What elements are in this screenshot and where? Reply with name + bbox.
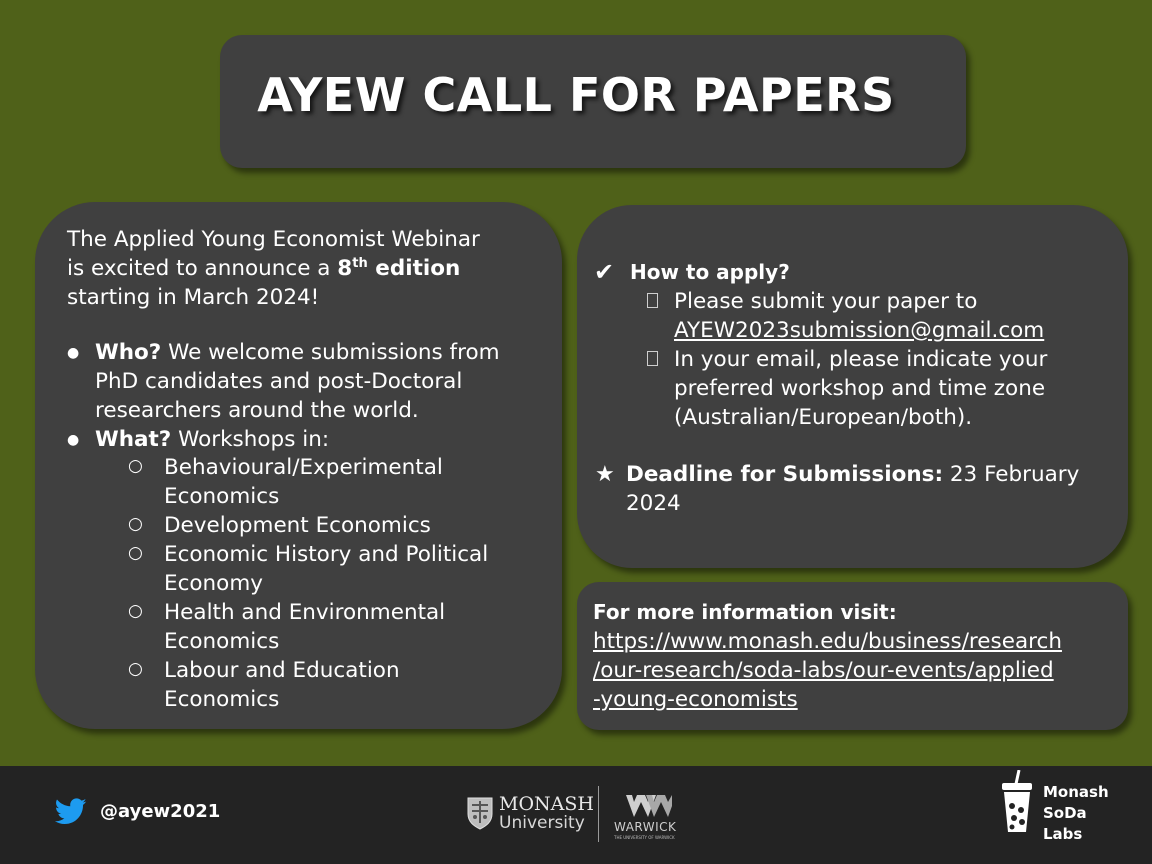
- warwick-wordmark: WARWICK: [614, 820, 677, 834]
- page-title: AYEW CALL FOR PAPERS: [257, 68, 895, 122]
- workshop-item: Health and Environmental Economics: [164, 600, 446, 654]
- deadline-text: Deadline for Submissions: 23 February 2024: [626, 462, 1080, 516]
- monash-subtitle: University: [499, 813, 585, 833]
- email-link[interactable]: AYEW2023submission@gmail.com: [674, 318, 1045, 343]
- more-info-text: [593, 598, 1062, 714]
- twitter-handle[interactable]: @ayew2021: [100, 801, 221, 822]
- circle-bullet-icon: ○: [128, 456, 143, 476]
- checkmark-icon: ✔: [594, 258, 615, 286]
- circle-bullet-icon: ○: [128, 514, 143, 534]
- circle-bullet-icon: ○: [128, 543, 143, 563]
- apply-step-2: In your email, please indicate your preferred workshop and time zone (Australian/European/both).: [674, 347, 1048, 430]
- monash-crest-icon: [466, 796, 494, 830]
- what-item: What? Workshops in:: [95, 427, 330, 452]
- list-marker-icon: [647, 293, 658, 308]
- intro-text: The Applied Young Economist Webinar is excited to announce a 8th edition starting in March 2024!: [67, 227, 480, 310]
- workshop-item: Economic History and Political Economy: [164, 542, 489, 596]
- who-item: Who? We welcome submissions from PhD candidates and post-Doctoral researchers around the world.: [95, 340, 500, 423]
- twitter-icon[interactable]: [55, 798, 87, 825]
- apply-step-1: Please submit your paper to AYEW2023submission@gmail.com: [674, 289, 1045, 343]
- apply-heading: How to apply?: [630, 260, 790, 284]
- info-url-link[interactable]: https://www.monash.edu/business/research /our-research/soda-labs/our-events/applied -young-economists: [593, 629, 1062, 712]
- workshop-item: Behavioural/Experimental Economics: [164, 455, 443, 509]
- warwick-subtitle: THE UNIVERSITY OF WARWICK: [614, 835, 675, 840]
- bullet-icon: ●: [67, 345, 80, 361]
- star-icon: ★: [595, 462, 615, 487]
- warwick-logo-icon: [626, 794, 672, 818]
- bullet-icon: ●: [67, 432, 80, 448]
- circle-bullet-icon: ○: [128, 659, 143, 679]
- soda-labs-wordmark: Monash SoDa Labs: [1043, 783, 1109, 843]
- list-marker-icon: [647, 351, 658, 366]
- monash-wordmark: MONASH: [499, 793, 594, 815]
- workshop-item: Labour and Education Economics: [164, 658, 400, 712]
- more-info-heading: For more information visit:: [593, 600, 897, 624]
- workshop-item: Development Economics: [164, 513, 431, 538]
- logo-divider: [598, 786, 599, 842]
- soda-cup-icon: [999, 770, 1035, 836]
- circle-bullet-icon: ○: [128, 601, 143, 621]
